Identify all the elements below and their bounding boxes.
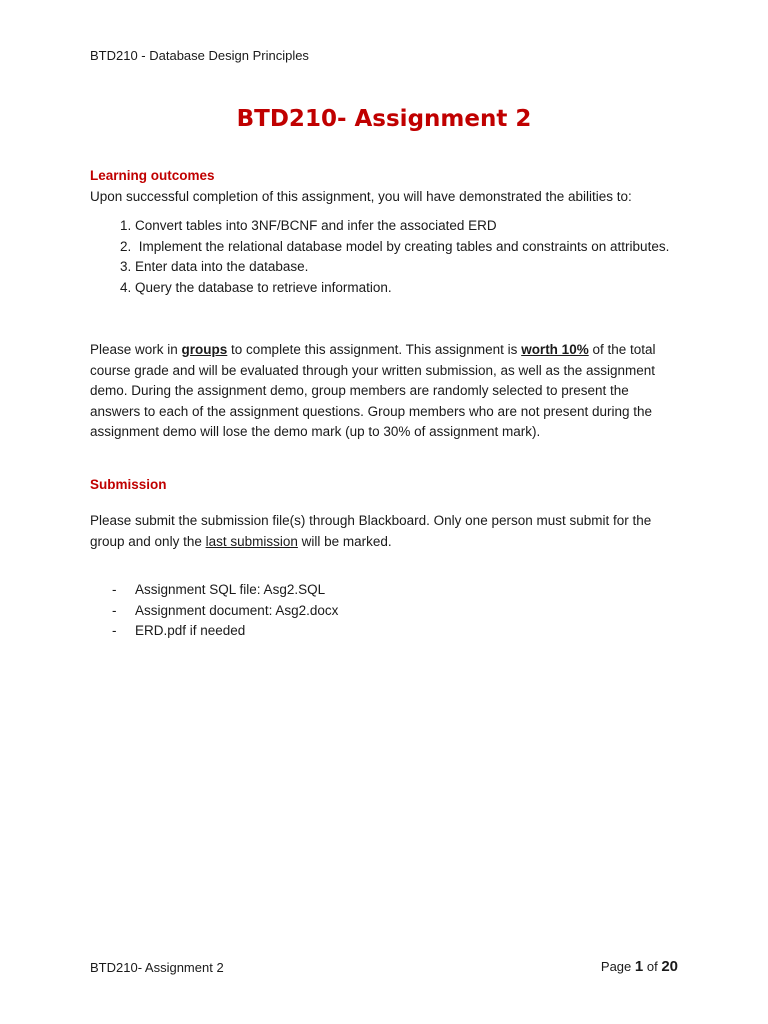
group-text-1: Please work in: [90, 342, 182, 357]
submission-files-list: [90, 580, 680, 642]
submission-text-2: will be marked.: [297, 533, 392, 549]
dash-bullet: -: [112, 582, 117, 597]
group-text-2: to complete this assignment. This assignment is: [227, 342, 522, 357]
group-work-paragraph: [90, 340, 680, 443]
groups-emphasis: groups: [181, 342, 228, 357]
page-word: Page: [600, 959, 635, 974]
outcome-item: 3. Enter data into the database.: [135, 257, 680, 278]
footer-title: BTD210- Assignment 2: [90, 960, 224, 975]
total-pages: 20: [661, 958, 678, 975]
submission-file-item: [90, 601, 680, 622]
submission-paragraph: [90, 511, 680, 552]
submission-file-item: [90, 621, 680, 642]
learning-outcomes-intro: Upon successful completion of this assignment, you will have demonstrated the abilities to:: [90, 188, 632, 204]
file-label: Assignment SQL file: Asg2.SQL: [135, 582, 326, 597]
page-header: BTD210 - Database Design Principles: [90, 48, 309, 63]
outcome-item: 1. Convert tables into 3NF/BCNF and infer the associated ERD: [135, 216, 680, 237]
current-page: 1: [634, 958, 644, 975]
file-label: ERD.pdf if needed: [135, 623, 246, 638]
of-word: of: [643, 959, 662, 974]
submission-heading: Submission: [90, 476, 167, 492]
outcome-item: 2. Implement the relational database model by creating tables and constraints on attributes.: [135, 237, 680, 258]
learning-outcomes-list: [90, 216, 680, 298]
submission-file-item: [90, 580, 680, 601]
file-label: Assignment document: Asg2.docx: [135, 602, 339, 618]
last-submission-emphasis: last submission: [205, 533, 298, 549]
page-number: [601, 958, 678, 975]
document-body: [90, 166, 680, 642]
document-title: BTD210- Assignment 2: [236, 106, 532, 132]
outcome-item: 4. Query the database to retrieve information.: [135, 278, 680, 299]
submission-text-1: Please submit the submission file(s) through Blackboard. Only one person must submit for the group and only the: [90, 513, 652, 549]
group-text-3: of the total course grade and will be evaluated through your written submission, as well as the assignment demo. During the assignment demo, group members are randomly selected to present the answers to each of the assignment questions. Group members who are not present during the assignment demo will lose the demo mark (up to 30% of assignment mark).: [90, 342, 656, 439]
worth-emphasis: worth 10%: [521, 342, 589, 357]
dash-bullet: -: [112, 602, 117, 618]
dash-bullet: -: [112, 623, 117, 638]
learning-outcomes-heading: Learning outcomes: [90, 168, 215, 183]
